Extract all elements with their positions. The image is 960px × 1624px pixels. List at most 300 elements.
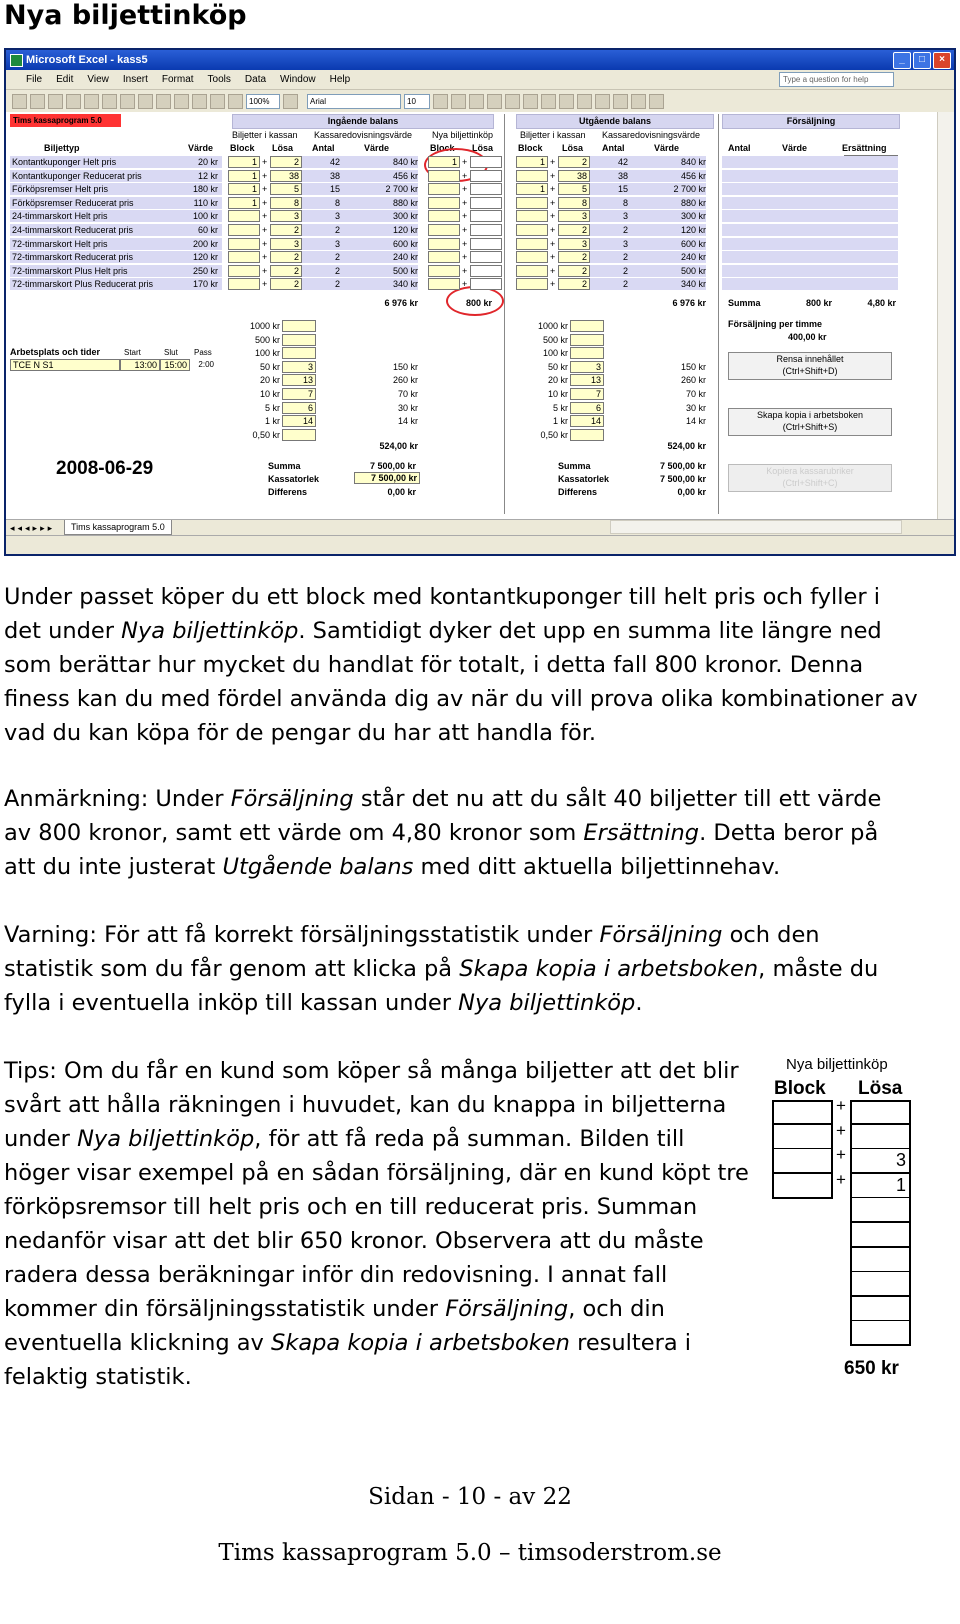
mini-losa-value: 3: [895, 1150, 906, 1171]
utg-antal: 42: [617, 157, 628, 167]
utg-varde: 456 kr: [680, 170, 706, 181]
kopiera-kassarubriker-button[interactable]: Kopiera kassarubriker (Ctrl+Shift+C): [728, 464, 892, 492]
plus-sign: +: [550, 279, 556, 290]
mini-caption: Nya biljettinköp: [786, 1056, 888, 1073]
new-block-cell[interactable]: [428, 251, 460, 263]
mini-block-header: Block: [774, 1078, 826, 1099]
ing-antal: 2: [334, 265, 340, 276]
new-losa-cell[interactable]: [470, 265, 502, 277]
utg-denom-count[interactable]: 14: [570, 415, 604, 427]
status-bar: [6, 535, 954, 554]
ing-denom-amount: 70 kr: [397, 389, 418, 399]
new-losa-cell[interactable]: [470, 210, 502, 222]
nya-total: 800 kr: [465, 298, 492, 308]
utg-denom-amount: 14 kr: [685, 416, 706, 427]
new-icon[interactable]: [12, 94, 27, 109]
utg-varde: 840 kr: [680, 157, 706, 167]
utg-denom: 0,50 kr: [540, 429, 568, 440]
ing-block-cell[interactable]: [228, 210, 260, 222]
help-icon[interactable]: [283, 94, 298, 109]
mini-losa-cell[interactable]: [850, 1100, 911, 1125]
ing-denom: 1000 kr: [249, 321, 280, 331]
new-losa-cell[interactable]: [470, 170, 502, 182]
chart-icon[interactable]: [228, 94, 243, 109]
new-block-cell[interactable]: [428, 183, 460, 195]
plus-sign: +: [550, 252, 556, 263]
menu-item[interactable]: Data: [244, 74, 267, 85]
ing-losa-cell[interactable]: 2: [270, 278, 302, 290]
italic-icon[interactable]: [451, 94, 466, 109]
ing-antal: 8: [334, 197, 340, 208]
ing-antal: 2: [334, 279, 340, 290]
sheet-tab[interactable]: Tims kassaprogram 5.0: [64, 520, 172, 535]
differens-value: 0,00 kr: [387, 487, 416, 497]
bold-icon[interactable]: [433, 94, 448, 109]
plus-sign: +: [462, 184, 468, 195]
ticket-row-band: [722, 210, 898, 222]
ing-denom-amount: [346, 429, 418, 441]
new-block-cell[interactable]: [428, 265, 460, 277]
utg-denom-amount: 150 kr: [680, 361, 706, 372]
ing-losa-cell[interactable]: 2: [270, 224, 302, 236]
minimize-icon[interactable]: _: [893, 52, 911, 69]
mini-plus-sign: +: [836, 1120, 846, 1140]
ing-varde: 300 kr: [392, 211, 418, 222]
kassatorlek-label: Kassatorlek: [268, 474, 320, 484]
ing-block-cell[interactable]: [228, 238, 260, 250]
ing-denom-count[interactable]: 6: [282, 402, 316, 414]
col-utg-losa: Lösa: [562, 143, 584, 153]
col-varde: Värde: [188, 143, 214, 153]
ticket-value: 100 kr: [192, 211, 218, 222]
zoom-select[interactable]: 100%: [246, 94, 280, 109]
col-f-ersattning: Ersättning: [842, 143, 887, 153]
date: 2008-06-29: [56, 458, 154, 479]
kassatorlek-value[interactable]: 7 500,00 kr: [354, 472, 420, 484]
ticket-row-band: [722, 197, 898, 209]
col-utg-antal: Antal: [602, 143, 625, 153]
new-block-cell[interactable]: [428, 238, 460, 250]
ing-antal: 2: [334, 252, 340, 263]
utg-losa-cell[interactable]: 3: [558, 238, 590, 250]
utg-denom: 1000 kr: [537, 321, 568, 331]
menu-item[interactable]: File: [26, 74, 43, 85]
utg-antal: 3: [622, 211, 628, 222]
align-center-icon[interactable]: [505, 94, 520, 109]
utg-antal: 2: [622, 225, 628, 235]
spell-icon[interactable]: [102, 94, 117, 109]
utg-losa-cell[interactable]: 2: [558, 156, 590, 168]
ing-antal: 3: [334, 211, 340, 222]
col-new-block: Block: [430, 143, 455, 153]
ticket-name: 72-timmarskort Plus Reducerat pris: [12, 279, 154, 290]
ticket-value: 110 kr: [193, 197, 218, 208]
f-summa-ers: 4,80 kr: [867, 298, 896, 308]
nya-biljettinkop-example: [768, 1056, 918, 1386]
percent-icon[interactable]: [577, 94, 592, 109]
utg-block-cell[interactable]: [516, 251, 548, 263]
utg-antal: 2: [622, 279, 628, 290]
workplace-slut-label: Slut: [164, 348, 178, 357]
ticket-row-band: [722, 156, 898, 168]
plus-sign: +: [262, 170, 268, 181]
merge-icon[interactable]: [541, 94, 556, 109]
utg-antal: 8: [622, 197, 628, 208]
f-summa-label: Summa: [728, 298, 761, 308]
paragraph-1: Under passet köper du ett block med kontantkuponger till helt pris och fyller i det under Nya biljettinköp. Samtidigt dyker det upp en summa lite längre ned som berättar hur mycket du handlat för totalt, i detta fall 800 kronor. Denna finess kan du med fördel använda dig av när du vill prova olika kombinationer av vad du kan köpa för de pengar du har att handla för.: [4, 584, 918, 746]
open-icon[interactable]: [30, 94, 45, 109]
ing-block-cell[interactable]: 1: [228, 156, 260, 168]
fill-color-icon[interactable]: [631, 94, 646, 109]
paragraph-anmarkning: Anmärkning: Under Försäljning står det nu att du sålt 40 biljetter till ett värde av 800 kronor, samt ett värde om 4,80 kronor som Ersättning. Detta beror på att du inte justerat Utgående balans med ditt aktuella biljettinnehav.: [4, 786, 882, 880]
mini-losa-cell[interactable]: [850, 1223, 911, 1248]
ticket-row-band: [722, 183, 898, 195]
coin-total-ing: 524,00 kr: [379, 441, 418, 451]
utg-varde: 600 kr: [680, 238, 706, 249]
ing-denom-count[interactable]: 14: [282, 415, 316, 427]
currency-icon[interactable]: [559, 94, 574, 109]
ticket-value: 200 kr: [192, 238, 218, 249]
font-color-icon[interactable]: [649, 94, 664, 109]
ing-biljetter-i-kassan: Biljetter i kassan: [232, 130, 298, 140]
excel-app-icon: [10, 54, 23, 67]
col-block: Block: [230, 143, 255, 153]
utg-denom-count[interactable]: [570, 429, 604, 441]
ing-denom-amount: 14 kr: [397, 416, 418, 427]
new-block-cell[interactable]: [428, 197, 460, 209]
utg-varde: 300 kr: [680, 211, 706, 222]
preview-icon[interactable]: [84, 94, 99, 109]
new-losa-cell[interactable]: [470, 251, 502, 263]
utg-denom-count[interactable]: 3: [570, 361, 604, 373]
menu-item[interactable]: Window: [280, 74, 316, 85]
plus-sign: +: [550, 211, 556, 222]
menu-item[interactable]: Tools: [207, 74, 231, 85]
section-divider: [504, 114, 505, 514]
copy-icon[interactable]: [138, 94, 153, 109]
ing-block-cell[interactable]: [228, 224, 260, 236]
ing-varde: 2 700 kr: [385, 184, 418, 195]
workplace-start[interactable]: 13:00: [120, 359, 160, 371]
ing-varde: 456 kr: [392, 170, 418, 181]
utg-summa-value: 7 500,00 kr: [659, 461, 706, 471]
ing-antal: 3: [334, 238, 340, 249]
ticket-name: Förköpsremser Reducerat pris: [12, 197, 134, 208]
utg-denom-count[interactable]: [570, 334, 604, 346]
workplace-name[interactable]: TCE N S1: [10, 359, 120, 371]
ing-denom: 20 kr: [259, 375, 280, 386]
differens-label: Differens: [268, 487, 308, 497]
plus-sign: +: [262, 279, 268, 290]
utg-denom: 1 kr: [552, 416, 568, 427]
ing-denom-count[interactable]: [282, 429, 316, 441]
utg-block-cell[interactable]: [516, 238, 548, 250]
mini-losa-cell[interactable]: [850, 1125, 911, 1150]
col-f-antal: Antal: [728, 143, 751, 153]
ticket-name: 24-timmarskort Helt pris: [12, 211, 108, 222]
ing-denom-count[interactable]: [282, 334, 316, 346]
excel-menu-bar: [6, 70, 954, 90]
ing-block-cell[interactable]: 1: [228, 170, 260, 182]
ing-antal: 2: [334, 225, 340, 235]
ing-block-cell[interactable]: 1: [228, 183, 260, 195]
ing-denom: 1 kr: [264, 416, 280, 427]
new-block-cell[interactable]: 1: [428, 156, 460, 168]
utg-denom: 10 kr: [547, 389, 568, 399]
utg-denom: 100 kr: [542, 348, 568, 359]
utg-block-cell[interactable]: [516, 224, 548, 236]
ingaende-total: 6 976 kr: [384, 298, 418, 308]
ticket-value: 250 kr: [192, 265, 218, 276]
utg-denom-count[interactable]: 13: [570, 374, 604, 386]
new-block-cell[interactable]: [428, 224, 460, 236]
mini-block-cell[interactable]: [772, 1100, 833, 1125]
paragraph-tips: Tips: Om du får en kund som köper så många biljetter att det blir svårt att hålla räkningen i huvudet, kan du knappa in biljetterna under Nya biljettinköp, för att få reda på summan. Bilden till höger visar exempel på en sådan försäljning, där en kund köpt tre förköpsremsor till helt pris och en till reducerat pris. Summan nedanför visar att det blir 650 kronor. Observera att du måste radera dessa beräkningar inför din redovisning. I annat fall kommer din försäljningsstatistik under Försäljning, och din eventuella klickning av Skapa kopia i arbetsboken resultera i felaktig statistik.: [4, 1058, 749, 1390]
workplace-slut[interactable]: 15:00: [160, 359, 190, 371]
summa-value: 7 500,00 kr: [369, 461, 416, 471]
program-label: Tims kassaprogram 5.0: [10, 114, 121, 127]
ing-varde: 240 kr: [392, 252, 418, 263]
mini-losa-cell[interactable]: [850, 1248, 911, 1273]
ing-denom-amount: 150 kr: [392, 361, 418, 372]
page-title: Nya biljettinköp: [4, 0, 247, 31]
page-number: Sidan - 10 - av 22: [368, 1484, 572, 1510]
menu-item[interactable]: View: [87, 74, 109, 85]
workplace-pass-label: Pass: [194, 348, 212, 357]
sort-icon[interactable]: [210, 94, 225, 109]
utg-denom-amount: 70 kr: [685, 389, 706, 399]
utg-antal: 38: [617, 170, 628, 181]
nya-biljettinkop-head: Nya biljettinköp: [432, 130, 494, 140]
paste-icon[interactable]: [156, 94, 171, 109]
plus-sign: +: [462, 252, 468, 263]
utg-varde: 340 kr: [680, 279, 706, 290]
utg-differens-label: Differens: [558, 487, 598, 497]
ing-losa-cell[interactable]: 8: [270, 197, 302, 209]
mini-sum: 650 kr: [844, 1358, 899, 1379]
workplace-start-label: Start: [124, 348, 141, 357]
menu-item[interactable]: Help: [329, 74, 351, 85]
sheet-nav-icons[interactable]: ◂◂◂▸▸▸: [10, 523, 56, 533]
ticket-name: Förköpsremser Helt pris: [12, 184, 109, 195]
col-new-losa: Lösa: [472, 143, 494, 153]
underline-icon[interactable]: [469, 94, 484, 109]
ing-losa-cell[interactable]: 5: [270, 183, 302, 195]
new-losa-cell[interactable]: [470, 156, 502, 168]
vertical-scrollbar[interactable]: [937, 112, 954, 522]
forsaljning-header: Försäljning: [722, 114, 900, 129]
utg-losa-cell[interactable]: 3: [558, 210, 590, 222]
utg-block-cell[interactable]: [516, 265, 548, 277]
new-block-cell[interactable]: [428, 210, 460, 222]
ing-kassaredovisning: Kassaredovisningsvärde: [314, 130, 413, 140]
utg-denom: 50 kr: [547, 361, 568, 372]
utg-losa-cell[interactable]: 2: [558, 265, 590, 277]
mini-losa-cell[interactable]: [850, 1321, 911, 1346]
menu-item[interactable]: Format: [161, 74, 194, 85]
plus-sign: +: [550, 225, 556, 235]
ing-losa-cell[interactable]: 3: [270, 238, 302, 250]
ticket-value: 12 kr: [197, 170, 218, 181]
ing-antal: 15: [329, 184, 340, 195]
help-search-input[interactable]: Type a question for help: [779, 72, 894, 87]
plus-sign: +: [262, 211, 268, 222]
plus-sign: +: [550, 170, 556, 181]
redo-icon[interactable]: [192, 94, 207, 109]
utgaende-header: Utgående balans: [516, 114, 714, 129]
utg-denom-count[interactable]: 6: [570, 402, 604, 414]
font-select[interactable]: Arial: [307, 94, 401, 109]
plus-sign: +: [550, 157, 556, 167]
utg-block-cell[interactable]: [516, 170, 548, 182]
utg-block-cell[interactable]: [516, 278, 548, 290]
rensa-button[interactable]: Rensa innehållet (Ctrl+Shift+D): [728, 352, 892, 380]
ing-denom: 500 kr: [254, 334, 280, 345]
plus-sign: +: [262, 238, 268, 249]
col-varde-2: Värde: [364, 143, 390, 153]
ing-losa-cell[interactable]: 3: [270, 210, 302, 222]
f-summa-varde: 800 kr: [805, 298, 832, 308]
ing-antal: 38: [329, 170, 340, 181]
per-timme: 400,00 kr: [788, 332, 827, 342]
utg-losa-cell[interactable]: 2: [558, 224, 590, 236]
utg-block-cell[interactable]: [516, 210, 548, 222]
align-left-icon[interactable]: [487, 94, 502, 109]
paragraph-varning: Varning: För att få korrekt försäljningsstatistik under Försäljning och den statistik som du får genom att klicka på Skapa kopia i arbetsboken, måste du fylla i eventuella inköp till kassan under Nya biljettinköp.: [4, 922, 879, 1016]
utg-antal: 15: [617, 184, 628, 195]
new-block-cell[interactable]: [428, 170, 460, 182]
ing-block-cell[interactable]: [228, 278, 260, 290]
mini-losa-cell[interactable]: [850, 1297, 911, 1322]
align-right-icon[interactable]: [523, 94, 538, 109]
ing-losa-cell[interactable]: 2: [270, 251, 302, 263]
excel-screenshot: [4, 48, 956, 556]
utg-denom-amount: 30 kr: [685, 402, 706, 413]
utg-denom-count[interactable]: [570, 320, 604, 332]
utg-denom-count[interactable]: [570, 347, 604, 359]
utg-losa-cell[interactable]: 8: [558, 197, 590, 209]
new-losa-cell[interactable]: [470, 183, 502, 195]
utg-antal: 2: [622, 252, 628, 263]
ing-losa-cell[interactable]: 2: [270, 156, 302, 168]
plus-sign: +: [462, 157, 468, 167]
ing-denom: 10 kr: [259, 389, 280, 399]
utg-summa-label: Summa: [558, 461, 591, 471]
ing-denom-amount: 260 kr: [392, 375, 418, 386]
plus-sign: +: [262, 184, 268, 195]
new-losa-cell[interactable]: [470, 278, 502, 290]
ticket-row-band: [722, 265, 898, 277]
utg-varde: 120 kr: [680, 225, 706, 235]
mini-block-cell[interactable]: [772, 1149, 833, 1174]
plus-sign: +: [462, 279, 468, 290]
mini-plus-sign: +: [836, 1169, 846, 1189]
excel-title-bar: [6, 50, 954, 70]
utg-denom-count[interactable]: 7: [570, 388, 604, 400]
ticket-value: 60 kr: [197, 225, 218, 235]
ticket-row-band: [722, 224, 898, 236]
mini-block-cell[interactable]: [772, 1174, 833, 1199]
new-losa-cell[interactable]: [470, 224, 502, 236]
ing-denom-count[interactable]: 7: [282, 388, 316, 400]
ing-denom-count[interactable]: 13: [282, 374, 316, 386]
mini-losa-header: Lösa: [858, 1078, 903, 1099]
ticket-value: 20 kr: [197, 157, 218, 167]
plus-sign: +: [462, 265, 468, 276]
ing-block-cell[interactable]: [228, 251, 260, 263]
ing-losa-cell[interactable]: 38: [270, 170, 302, 182]
col-f-varde: Värde: [782, 143, 808, 153]
ing-denom-count[interactable]: [282, 347, 316, 359]
utg-denom: 20 kr: [547, 375, 568, 386]
ticket-value: 120 kr: [192, 252, 218, 263]
ing-block-cell[interactable]: [228, 265, 260, 277]
indent-icon[interactable]: [595, 94, 610, 109]
utg-kassatorlek-label: Kassatorlek: [558, 474, 610, 484]
coin-total-utg: 524,00 kr: [667, 441, 706, 451]
plus-sign: +: [550, 265, 556, 276]
ticket-name: Kontantkuponger Helt pris: [12, 157, 117, 167]
footer-brand: Tims kassaprogram 5.0 – timsoderstrom.se: [218, 1540, 722, 1566]
ticket-value: 170 kr: [192, 279, 218, 290]
ing-losa-cell[interactable]: 2: [270, 265, 302, 277]
utg-losa-cell[interactable]: 38: [558, 170, 590, 182]
font-size-select[interactable]: 10: [404, 94, 430, 109]
utg-losa-cell[interactable]: 2: [558, 251, 590, 263]
ing-denom-count[interactable]: 3: [282, 361, 316, 373]
worksheet[interactable]: [6, 112, 938, 522]
undo-icon[interactable]: [174, 94, 189, 109]
maximize-icon[interactable]: □: [913, 52, 931, 69]
utg-differens-value: 0,00 kr: [677, 487, 706, 497]
cut-icon[interactable]: [120, 94, 135, 109]
utg-kassatorlek-value: 7 500,00 kr: [659, 474, 706, 484]
ing-block-cell[interactable]: 1: [228, 197, 260, 209]
save-icon[interactable]: [48, 94, 63, 109]
new-losa-cell[interactable]: [470, 238, 502, 250]
menu-item[interactable]: Insert: [122, 74, 148, 85]
utg-losa-cell[interactable]: 5: [558, 183, 590, 195]
ticket-name: 72-timmarskort Reducerat pris: [12, 252, 134, 263]
plus-sign: +: [550, 197, 556, 208]
mini-block-cell[interactable]: [772, 1125, 833, 1150]
ticket-row-band: [722, 251, 898, 263]
plus-sign: +: [462, 211, 468, 222]
ing-denom-count[interactable]: [282, 320, 316, 332]
utg-block-cell[interactable]: 1: [516, 156, 548, 168]
utg-antal: 3: [622, 238, 628, 249]
skapa-kopia-button[interactable]: Skapa kopia i arbetsboken (Ctrl+Shift+S): [728, 408, 892, 436]
utg-block-cell[interactable]: 1: [516, 183, 548, 195]
horizontal-scrollbar[interactable]: [610, 520, 902, 534]
ing-denom: 5 kr: [264, 402, 280, 413]
ticket-name: Kontantkuponger Reducerat pris: [12, 170, 142, 181]
utg-block-cell[interactable]: [516, 197, 548, 209]
new-losa-cell[interactable]: [470, 197, 502, 209]
ing-varde: 120 kr: [392, 225, 418, 235]
new-block-cell[interactable]: [428, 278, 460, 290]
close-icon[interactable]: ×: [933, 52, 951, 69]
utg-varde: 2 700 kr: [673, 184, 706, 195]
borders-icon[interactable]: [613, 94, 628, 109]
print-icon[interactable]: [66, 94, 81, 109]
menu-item[interactable]: Edit: [56, 74, 74, 85]
section-divider-2: [718, 114, 719, 514]
mini-losa-cell[interactable]: [850, 1272, 911, 1297]
utg-losa-cell[interactable]: 2: [558, 278, 590, 290]
mini-losa-cell[interactable]: [850, 1198, 911, 1223]
ticket-name: 72-timmarskort Helt pris: [12, 238, 108, 249]
